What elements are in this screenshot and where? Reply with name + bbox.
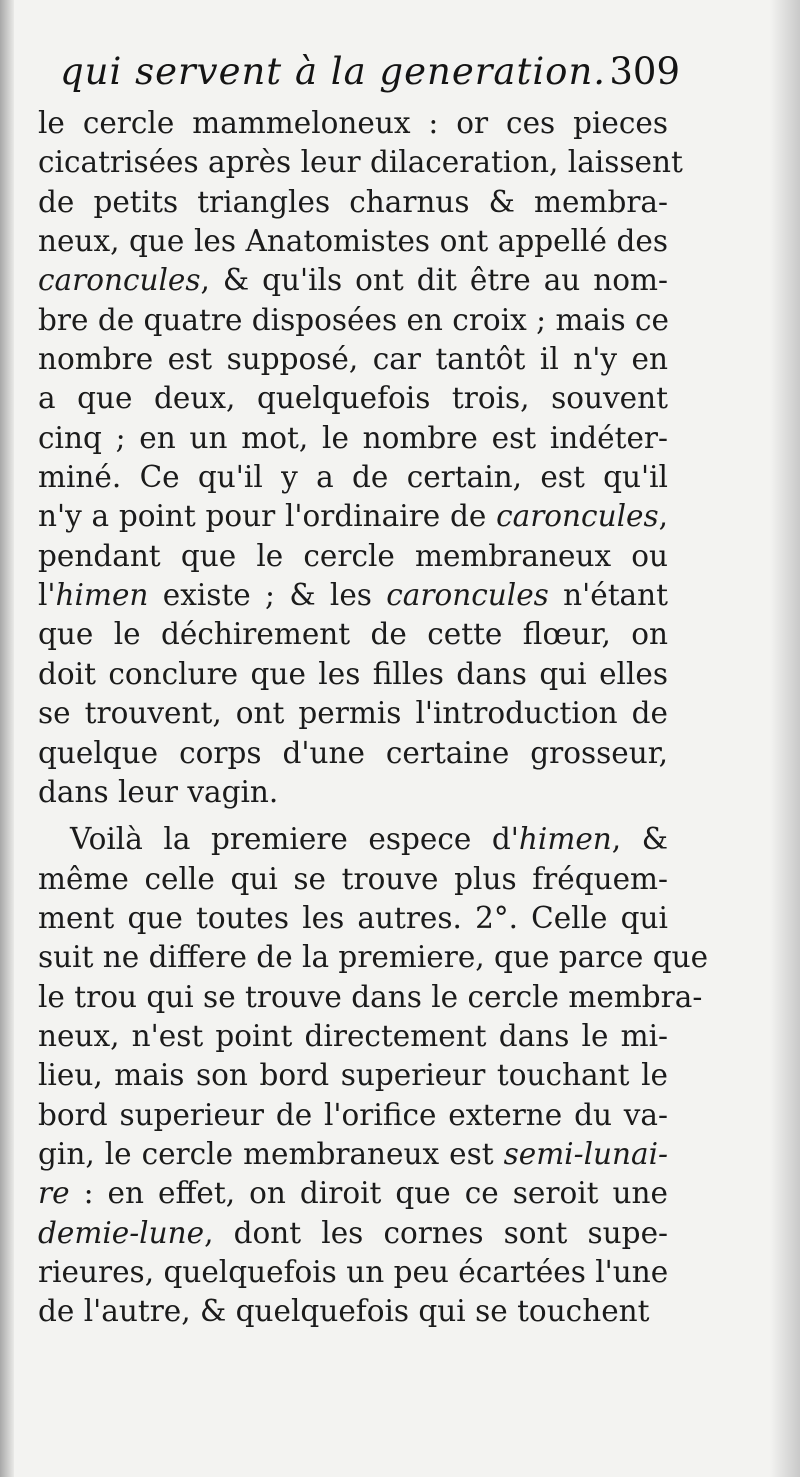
- running-head: [60, 50, 680, 110]
- text-run: n'y a point pour l'ordinaire de: [38, 499, 497, 534]
- text-line: [38, 419, 668, 458]
- text-run: , & qu'ils ont dit être au nom-: [200, 263, 668, 298]
- text-line: [38, 104, 668, 143]
- text-run: même celle qui se trouve plus fréquem-: [38, 861, 668, 896]
- text-run: lieu, mais son bord superieur touchant le: [38, 1058, 668, 1093]
- text-line: [38, 576, 668, 615]
- text-line: [38, 773, 668, 812]
- text-run: se trouvent, ont permis l'introduction de: [38, 696, 668, 731]
- text-line: [38, 1174, 668, 1213]
- text-line: [38, 1214, 668, 1253]
- text-run: , &: [611, 822, 668, 857]
- text-line: [38, 860, 668, 899]
- text-line: [38, 1056, 668, 1095]
- text-run: le trou qui se trouve dans le cercle membra-: [38, 979, 703, 1014]
- text-line: [38, 497, 668, 536]
- text-line: [38, 615, 668, 654]
- text-run: dans leur vagin.: [38, 774, 279, 809]
- text-line: [38, 1096, 668, 1135]
- text-run: neux, n'est point directement dans le mi-: [38, 1018, 668, 1053]
- paragraph-gap: [38, 812, 668, 820]
- text-line: [38, 820, 668, 859]
- italic-run: caroncules: [386, 578, 549, 613]
- text-run: bre de quatre disposées en croix ; mais ce: [38, 302, 669, 337]
- text-run: que le déchirement de cette flœur, on: [38, 617, 668, 652]
- text-run: de l'autre, & quelquefois qui se touchent: [38, 1294, 650, 1329]
- text-run: ment que toutes les autres. 2°. Celle qui: [38, 900, 668, 935]
- italic-run: caroncules: [38, 263, 201, 298]
- text-run: Voilà la premiere espece d': [70, 822, 519, 857]
- italic-run: himen: [518, 822, 612, 857]
- text-line: [38, 537, 668, 576]
- body-text: [38, 104, 709, 1332]
- text-run: gin, le cercle membraneux est: [38, 1136, 504, 1171]
- italic-run: demie-lune: [38, 1215, 205, 1250]
- text-run: ,: [658, 499, 668, 534]
- text-run: de petits triangles charnus & membra-: [38, 184, 668, 219]
- text-run: n'étant: [548, 578, 668, 613]
- text-run: cicatrisées après leur dilaceration, laissent: [38, 145, 683, 180]
- text-run: neux, que les Anatomistes ont appellé des: [38, 224, 668, 259]
- italic-run: semi-lunai-: [503, 1136, 668, 1171]
- text-line: [38, 978, 703, 1017]
- text-run: rieures, quelquefois un peu écartées l'une: [38, 1254, 669, 1289]
- text-run: pendant que le cercle membraneux ou: [38, 538, 668, 573]
- text-run: l': [38, 578, 56, 613]
- page-number: 309: [609, 50, 680, 93]
- italic-run: caroncules: [496, 499, 659, 534]
- text-run: quelque corps d'une certaine grosseur,: [38, 735, 668, 770]
- text-run: suit ne differe de la premiere, que parce que: [38, 940, 709, 975]
- text-line: [38, 694, 668, 733]
- text-run: existe ; & les: [148, 578, 387, 613]
- text-line: [38, 655, 668, 694]
- text-run: le cercle mammeloneux : or ces pieces: [38, 106, 668, 140]
- text-line: [38, 222, 668, 261]
- text-line: [38, 261, 668, 300]
- text-line: [38, 1017, 668, 1056]
- running-title: qui servent à la generation.: [60, 50, 607, 93]
- text-line: [38, 183, 668, 222]
- italic-run: himen: [55, 578, 149, 613]
- text-run: a que deux, quelquefois trois, souvent: [38, 381, 668, 416]
- text-run: , dont les cornes sont supe-: [204, 1215, 668, 1250]
- text-line: [38, 379, 668, 418]
- text-run: bord superieur de l'orifice externe du va-: [38, 1097, 668, 1132]
- text-run: : en effet, on diroit que ce seroit une: [69, 1176, 668, 1211]
- text-line: [38, 1135, 668, 1174]
- text-line: [38, 301, 668, 340]
- text-run: miné. Ce qu'il y a de certain, est qu'il: [38, 460, 668, 495]
- text-run: doit conclure que les filles dans qui elles: [38, 656, 668, 691]
- text-run: nombre est supposé, car tantôt il n'y en: [38, 342, 668, 377]
- text-line: [38, 458, 668, 497]
- text-line: [38, 340, 668, 379]
- text-line: [38, 938, 709, 977]
- text-line: [38, 1253, 668, 1292]
- text-run: cinq ; en un mot, le nombre est indéter-: [38, 420, 668, 455]
- italic-run: re: [38, 1176, 70, 1211]
- text-line: [38, 143, 683, 182]
- text-line: [38, 899, 668, 938]
- text-line: [38, 734, 668, 773]
- text-line: [38, 1292, 668, 1331]
